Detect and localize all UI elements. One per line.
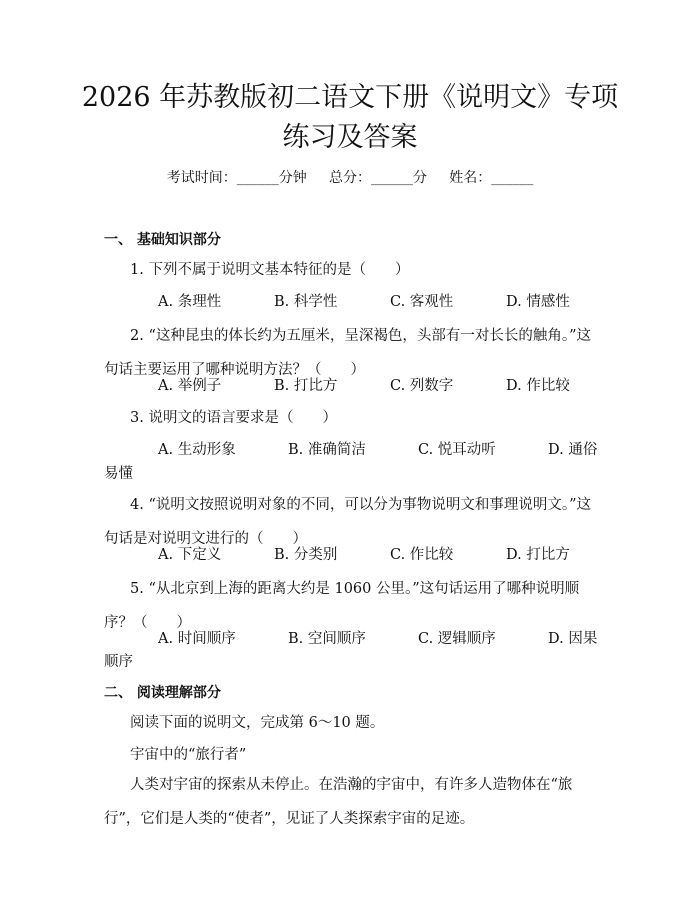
q3-option-a: A. 生动形象: [158, 442, 236, 458]
page-title: [60, 78, 640, 158]
q3-option-d-continued: 易懂: [104, 466, 133, 482]
q4-option-a: A. 下定义: [158, 547, 222, 563]
q5-option-d-continued: 顺序: [104, 654, 133, 670]
question-4: 4. “说明文按照说明对象的不同，可以分为事物说明文和事理说明文。”这句话是对说明文进行的（ ）: [104, 497, 592, 547]
q2-option-a: A. 举例子: [158, 378, 222, 394]
q3-option-d: D. 通俗: [548, 442, 598, 458]
q1-option-a: A. 条理性: [158, 294, 222, 310]
question-2: 2. “这种昆虫的体长约为五厘米，呈深褐色，头部有一对长长的触角。”这句话主要运用了哪种说明方法？（ ）: [104, 328, 592, 378]
article-title: 宇宙中的“旅行者”: [130, 747, 247, 763]
q1-option-d: D. 情感性: [506, 294, 570, 310]
question-5: 5. “从北京到上海的距离大约是 1060 公里。”这句话运用了哪种说明顺序？（ ）: [104, 581, 580, 631]
q2-option-b: B. 打比方: [274, 378, 338, 394]
q4-option-b: B. 分类别: [274, 547, 338, 563]
exam-info: 考试时间：______分钟 总分：______分 姓名：______: [166, 170, 534, 186]
q3-option-c: C. 悦耳动听: [418, 442, 496, 458]
q3-option-b: B. 准确简洁: [288, 442, 366, 458]
q5-option-b: B. 空间顺序: [288, 631, 366, 647]
reading-intro: 阅读下面的说明文，完成第 6～10 题。: [130, 715, 385, 731]
q5-option-a: A. 时间顺序: [158, 631, 236, 647]
q5-option-c: C. 逻辑顺序: [418, 631, 496, 647]
q5-option-d: D. 因果: [548, 631, 598, 647]
q1-option-b: B. 科学性: [274, 294, 338, 310]
q4-option-d: D. 打比方: [506, 547, 570, 563]
title-line-1: 2026 年苏教版初二语文下册《说明文》专项: [81, 82, 619, 113]
q4-option-c: C. 作比较: [390, 547, 454, 563]
q2-option-c: C. 列数字: [390, 378, 454, 394]
section-heading-2: 二、 阅读理解部分: [104, 685, 221, 701]
article-paragraph-1: 人类对宇宙的探索从未停止。在浩瀚的宇宙中，有许多人造物体在“旅行”，它们是人类的“使者”，见证了人类探索宇宙的足迹。: [104, 777, 573, 827]
q1-option-c: C. 客观性: [390, 294, 454, 310]
section-heading-1: 一、 基础知识部分: [104, 232, 221, 248]
q2-option-d: D. 作比较: [506, 378, 570, 394]
question-1: 1. 下列不属于说明文基本特征的是（ ）: [130, 262, 410, 278]
question-3: 3. 说明文的语言要求是（ ）: [130, 410, 337, 426]
title-line-2: 练习及答案: [282, 122, 418, 153]
